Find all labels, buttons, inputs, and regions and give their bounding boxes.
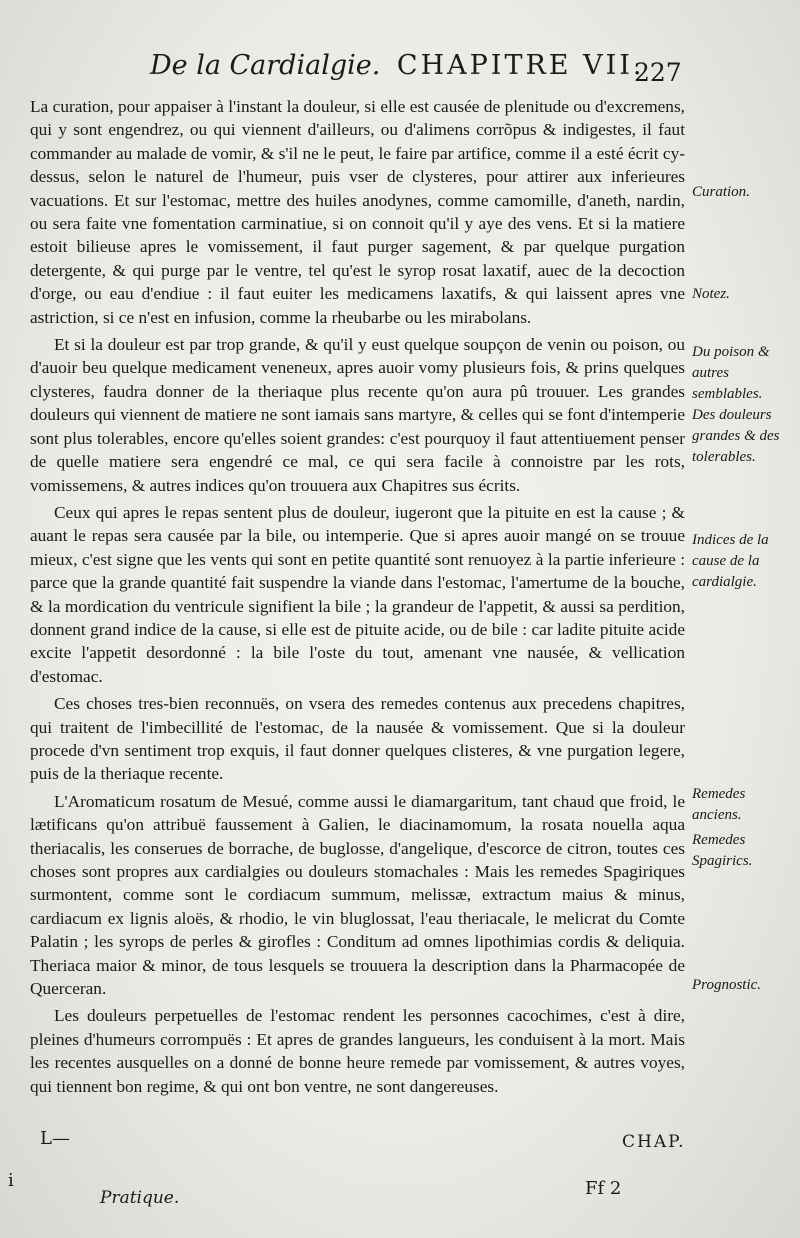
catchword: CHAP. [622,1132,686,1152]
margin-note-douleurs: Des douleurs grandes & des tolerables. [692,407,780,465]
paragraph-aromaticum: L'Aromaticum rosatum de Mesué, comme aussi le diamargaritum, tant chaud que froid, le lætificans qu'on attribuë faussement à Galien, le diacinamomum, la rosata nouella aqua theriacalis, les conserues de borrache, de buglosse, d'angelique, d'escorce de citron, toutes ces choses sont propres aux cardialgies ou douleurs stomachales : Mais les remedes Spagiriques surmontent, comme sont le cordiacum summum, melissæ, extractum maius & minus, cardiacum ex lignis aloës, & rhodio, le vin bluglossat, l'eau theriacale, le melicrat du Comte Palatin ; les syrops de perles & girofles : Conditum ad omnes lipothimias cordis & deliquia. Theriaca maior & minor, de tous lesquels se trouuera la description dans la Pharmacopée de Querceran. [30,791,685,999]
margin-note-prognostic: Prognostic. [692,977,762,993]
margin-note-curation: Curation. [692,184,750,200]
margin-note-notez: Notez. [692,286,730,302]
chapter-heading: CHAPITRE VII. [396,50,645,81]
paragraph-poison: Et si la douleur est par trop grande, & qu'il y eust quelque soupçon de venin ou poison, ou d'auoir beu quelque medicament veneneux, apres auoir vomy plusieurs fois, & prins quelques clysteres, faudra donner de la theriaque plus recente qu'on aura pû trouuer. Les grandes douleurs qui viennent de matiere ne sont iamais sans martyre, & celles qui se font d'intemperie sont plus tolerables, encore qu'elles soient grandes: c'est pourquoy il faut attentiuement penser de quelle matiere sera engendré ce mal, ce qui sera facile à connoistre par les rots, vomissemens, & autres indices qu'on trouuera aux Chapitres sus écrits. [30,335,685,495]
page-header [150,50,690,94]
page-number: 227 [634,58,682,87]
main-text [30,95,685,1102]
margin-note-poison: Du poison & autres semblables. [692,344,770,402]
margin-note-remedes-anciens: Remedes anciens. [692,786,746,823]
margin-note-indices: Indices de la cause de la cardialgie. [692,532,769,590]
signature-mark: Ff 2 [585,1178,622,1199]
margin-note-remedes-spagirics: Remedes Spagirics. [692,832,753,869]
paragraph-indices: Ceux qui apres le repas sentent plus de douleur, iugeront que la pituite en est la cause ; & auant le repas sera causée par la bile, ou intemperie. Que si apres auoir mangé on se trouue mieux, c'est signe que les vents qui sont en petite quantité sont renuoyez à la partie inferieure : parce que la grande quantité fait suspendre la viande dans l'estomac, l'amertume de la bouche, & la mordication du ventricule signifient la bile ; la grandeur de l'appetit, & aussi sa perdition, donnent grand indice de la cause, si elle est de pituite acide, ou de bile : car ladite pituite acide excite l'appetit desordonné : la bile l'oste du tout, amenant vne nausée, & vellication d'estomac. [30,502,685,686]
footer-title: Pratique. [100,1188,180,1208]
paragraph-remedes: Ces choses tres-bien reconnuës, on vsera des remedes contenus aux precedens chapitres, qui traitent de l'imbecillité de l'estomac, de la nausée & vomissement. Que si la douleur procede d'vn sentiment trop exquis, il faut donner quelques clisteres, & vne purgation legere, puis de la theriaque recente. [30,694,685,784]
paragraph-curation: La curation, pour appaiser à l'instant la douleur, si elle est causée de plenitude ou d'excremens, qui y sont engendrez, ou qui viennent d'ailleurs, ou d'alimens corrõpus & indigestes, il faut commander au malade de vomir, & s'il ne le peut, le faire par artifice, comme il a esté écrit cy-dessus, selon le naturel de l'humeur, puis vser de clysteres, pour attirer aux inferieures vacuations. Et sur l'estomac, mettre des huiles anodynes, comme camomille, d'aneth, nardin, ou sera faite vne fomentation carminatiue, si on connoit qu'il y aye des vens. Et si la matiere estoit bilieuse apres le vomissement, il faut purger sagement, & par quelque purgation detergente, & qui purge par le ventre, tel qu'est le syrop rosat laxatif, auec de la decoction d'orge, ou eau d'endiue : il faut euiter les medicamens laxatifs, & qui laissent apres vne astriction, si ce n'est en infusion, comme la rheubarbe ou les mirabolans. [30,97,685,327]
paragraph-prognostic: Les douleurs perpetuelles de l'estomac rendent les personnes cacochimes, c'est à dire, pleines d'humeurs corrompuës : Et apres de grandes langueurs, les conduisent à la mort. Mais les recentes ausquelles on a donné de bonne heure remede par vomissement, & autres voyes, qui tiennent bon regime, & qui ont bon ventre, ne sont dangereuses. [30,1006,685,1096]
page-edge-mark: i [8,1170,14,1191]
running-title: De la Cardialgie. [150,50,381,81]
catchword-left: L— [40,1128,70,1149]
